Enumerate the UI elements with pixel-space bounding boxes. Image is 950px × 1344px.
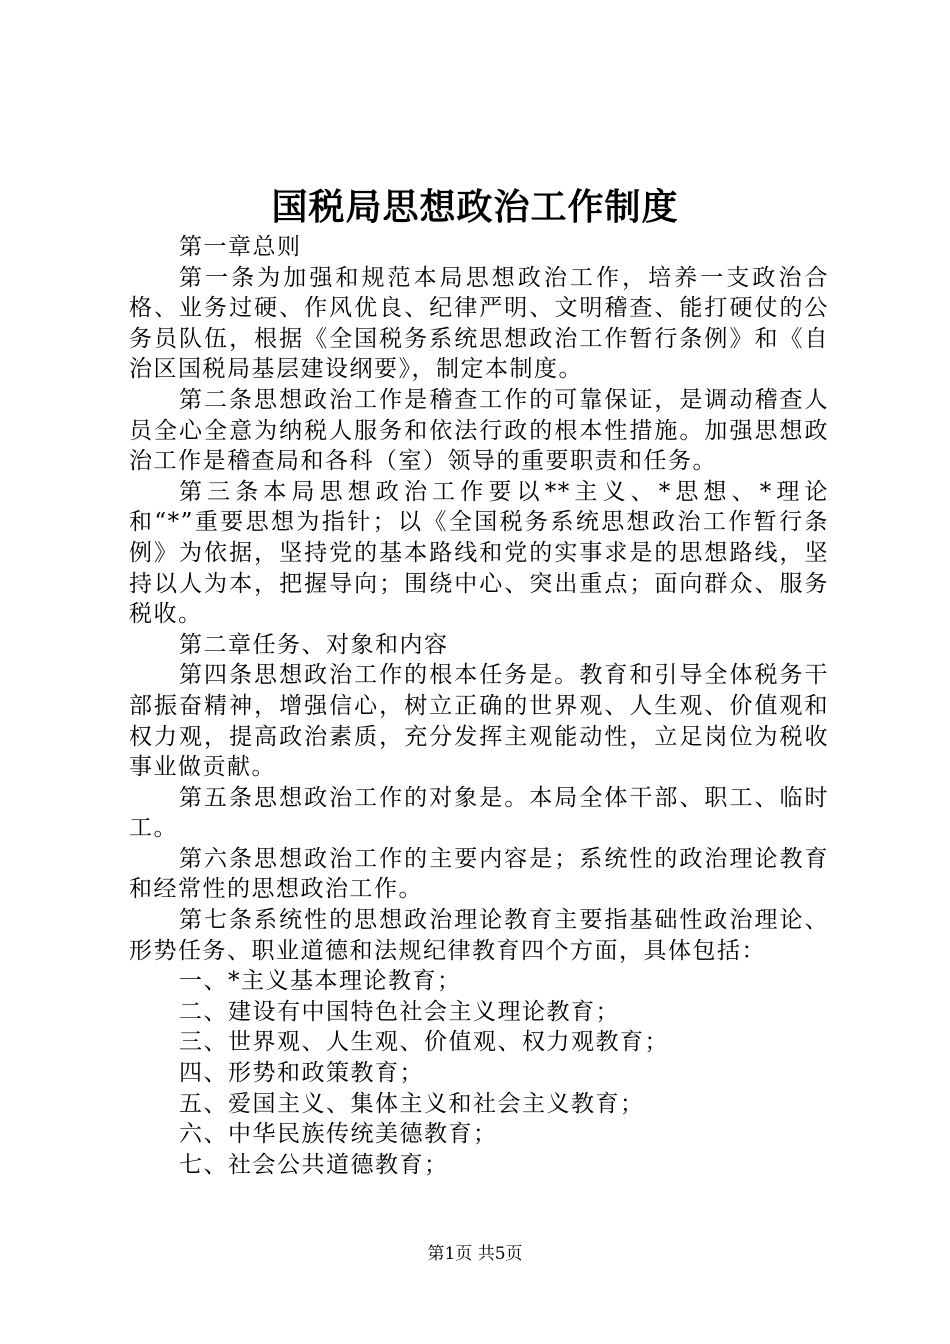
list-item: 七、社会公共道德教育； xyxy=(179,1151,449,1178)
document-body xyxy=(129,232,829,1180)
list-item: 二、建设有中国特色社会主义理论教育； xyxy=(179,998,620,1025)
chapter-heading: 第二章任务、对象和内容 xyxy=(179,631,449,658)
list-item: 五、爱国主义、集体主义和社会主义教育； xyxy=(179,1090,645,1117)
paragraph: 第三条本局思想政治工作要以**主义、*思想、*理论和“*”重要思想为指针；以《全国税务系统思想政治工作暂行条例》为依据，坚持党的基本路线和党的实事求是的思想路线，坚持以人为本，把握导向；围绕中心、突出重点；面向群众、服务税收。 xyxy=(129,478,829,628)
list-item: 三、世界观、人生观、价值观、权力观教育； xyxy=(179,1029,669,1056)
paragraph: 第七条系统性的思想政治理论教育主要指基础性政治理论、形势任务、职业道德和法规纪律教育四个方面，具体包括： xyxy=(129,907,829,964)
list-item: 一、*主义基本理论教育； xyxy=(179,968,462,995)
list-item: 四、形势和政策教育； xyxy=(179,1060,424,1087)
paragraph: 第六条思想政治工作的主要内容是；系统性的政治理论教育和经常性的思想政治工作。 xyxy=(129,845,829,903)
paragraph: 第五条思想政治工作的对象是。本局全体干部、职工、临时工。 xyxy=(129,784,829,842)
paragraph: 第四条思想政治工作的根本任务是。教育和引导全体税务干部振奋精神，增强信心，树立正确的世界观、人生观、价值观和权力观，提高政治素质，充分发挥主观能动性，立足岗位为税收事业做贡献。 xyxy=(129,662,829,781)
chapter-heading: 第一章总则 xyxy=(179,234,302,260)
paragraph: 第一条为加强和规范本局思想政治工作，培养一支政治合格、业务过硬、作风优良、纪律严明、文明稽查、能打硬仗的公务员队伍，根据《全国税务系统思想政治工作暂行条例》和《自治区国税局基层建设纲要》，制定本制度。 xyxy=(129,264,829,383)
page-footer: 第1页 共5页 xyxy=(427,1244,523,1264)
list-item: 六、中华民族传统美德教育； xyxy=(179,1121,498,1148)
paragraph: 第二条思想政治工作是稽查工作的可靠保证，是调动稽查人员全心全意为纳税人服务和依法行政的根本性措施。加强思想政治工作是稽查局和各科（室）领导的重要职责和任务。 xyxy=(129,386,829,475)
document-title: 国税局思想政治工作制度 xyxy=(271,186,679,228)
